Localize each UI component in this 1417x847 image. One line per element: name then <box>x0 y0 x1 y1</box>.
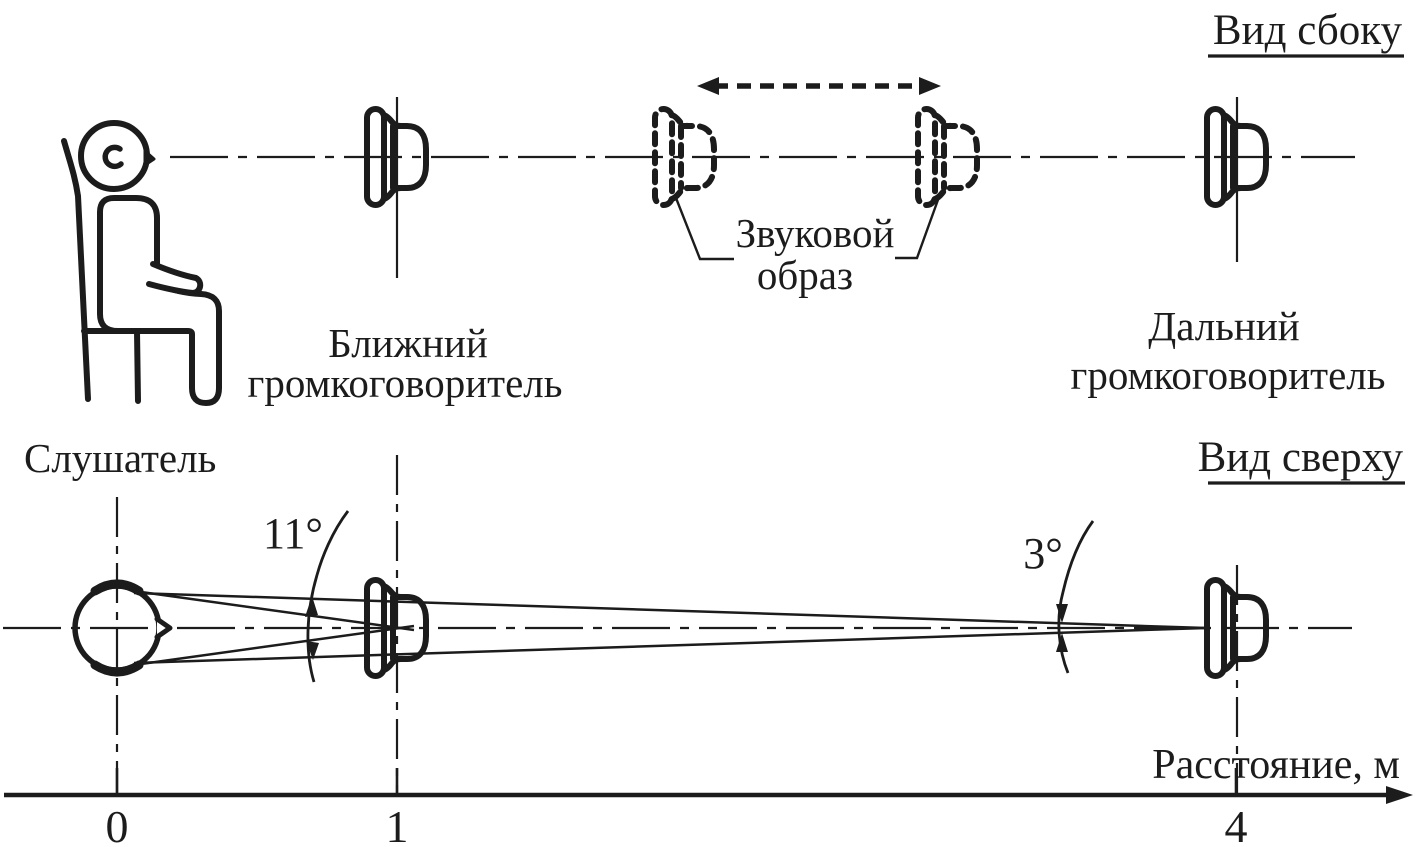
nose-top-view <box>157 619 170 637</box>
sightline-far-upper <box>134 593 1206 628</box>
chair-seat-and-leg <box>84 331 140 401</box>
near-speaker-label-line1: Ближний <box>328 320 488 366</box>
tick-label-4: 4 <box>1224 801 1248 847</box>
listener-arm <box>149 264 200 293</box>
listener-body <box>100 198 219 403</box>
side-view-title: Вид сбоку <box>1212 7 1402 54</box>
sound-image-left-leader <box>676 198 734 259</box>
distance-axis <box>4 742 1413 847</box>
sound-image-label-line2: образ <box>756 252 854 298</box>
chair-backrest <box>64 141 88 399</box>
axis-label: Расстояние, м <box>1152 742 1400 788</box>
listener-figure-icon <box>64 123 219 403</box>
near-angle-value: 11° <box>263 509 323 558</box>
far-angle-value: 3° <box>1023 529 1063 578</box>
tick-label-1: 1 <box>385 801 409 847</box>
tick-label-0: 0 <box>105 801 129 847</box>
near-speaker-label-line2: громкоговоритель <box>247 360 563 406</box>
far-speaker-label-line1: Дальний <box>1148 303 1300 349</box>
far-speaker-label-line2: громкоговоритель <box>1070 352 1386 398</box>
sightline-far-lower <box>134 628 1206 663</box>
listener-label: Слушатель <box>24 435 217 481</box>
listener-nose <box>145 151 154 165</box>
top-view-title: Вид сверху <box>1197 434 1403 481</box>
top-view <box>3 434 1405 793</box>
far-angle-annotation <box>1023 521 1093 673</box>
side-view <box>24 7 1404 481</box>
listener-head <box>81 123 147 189</box>
sound-image-range-arrow-icon <box>697 77 941 95</box>
sound-image-label-line1: Звуковой <box>735 210 895 256</box>
axis-arrow-icon <box>1386 786 1413 804</box>
far-angle-arrow-up <box>1056 633 1068 652</box>
